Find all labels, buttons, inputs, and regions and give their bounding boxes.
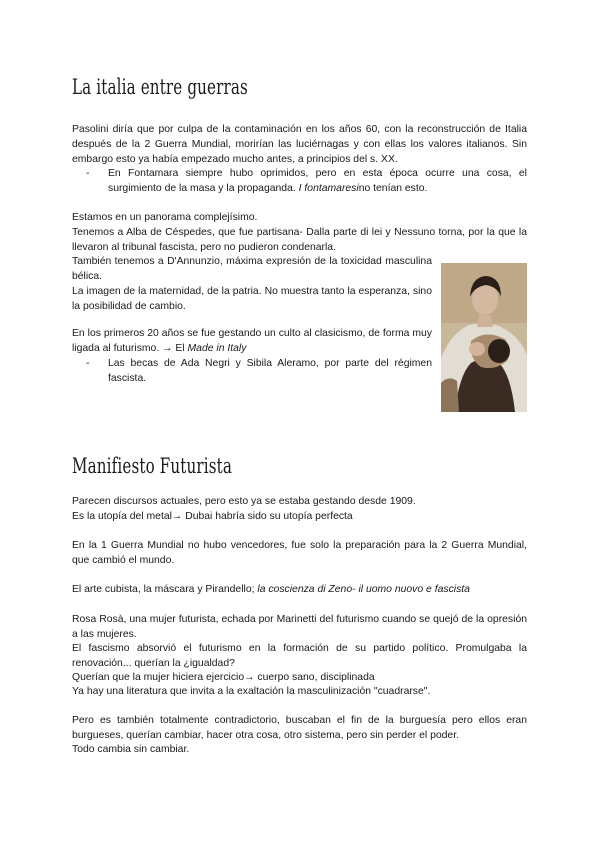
paragraph-pasolini: Pasolini diría que por culpa de la contaminación en los años 60, con la reconstrucción de Italia después de la 2 Guerra Mundial, morirían las luciérnagas y con ellas los valores italianos. Sin embargo esto ya había empezado mucho antes, a principios del s. XX. [72,124,527,165]
paragraph-todo-cambia: Todo cambia sin cambiar. [72,744,190,755]
zeno-italic-text: la coscienza di Zeno- il uomo nuovo e fascista [257,584,470,595]
made-in-italy-text: Made in Italy [187,342,247,354]
section-heading-italia: La italia entre guerras [72,75,248,99]
paragraph-clasicismo [72,327,432,357]
panorama-line: Estamos en un panorama complejísimo. [72,212,258,223]
paragraph-panorama [72,211,527,255]
paragraph-rosa-rosa: Rosa Rosà, una mujer futurista, echada por Marinetti del futurismo cuando se quejó de la opresión a las mujeres. [72,614,527,640]
bullet-becas-text: Las becas de Ada Negri y Sibila Aleramo, por parte del régimen fascista. [108,358,432,384]
paragraph-discursos [72,495,527,525]
bullet-fontamara [86,167,527,197]
bullet-dash: - [86,358,90,369]
paragraph-literatura: Ya hay una literatura que invita a la exaltación la masculinización "cuadrarse". [72,686,431,697]
bullet-fontamara-tail: no tenían esto. [358,182,428,194]
bullet-dash: - [86,168,90,179]
clasicismo-text: En los primeros 20 años se fue gestando un culto al clasicismo, de forma muy ligada al futurismo. → El [72,328,432,354]
arte-cubista-text: El arte cubista, la máscara y Pirandello; [72,584,255,595]
bullet-fontamara-italic: I fontamaresi [298,182,359,194]
paragraph-maternidad: La imagen de la maternidad, de la patria. No muestra tanto la esperanza, sino la posibilidad de cambio. [72,286,432,312]
paragraph-ejercicio: Querían que la mujer hiciera ejercicio→ cuerpo sano, disciplinada [72,672,375,683]
paragraph-dannunzio: También tenemos a D'Annunzio, máxima expresión de la toxicidad masculina bélica. [72,256,432,282]
discursos-line: Parecen discursos actuales, pero esto ya se estaba gestando desde 1909. [72,496,416,507]
paragraph-contradictorio: Pero es también totalmente contradictorio, buscaban el fin de la burguesía pero ellos eran burgueses, querían cambiar, hacer otra cosa, otro sistema, pero sin perder el poder. [72,715,527,741]
bullet-fontamara-text: En Fontamara siempre hubo oprimidos, pero en esta época ocurre una cosa, el surgimiento de la masa y la propaganda. [108,168,527,194]
alba-de-cespedes-text: Tenemos a Alba de Céspedes, que fue partisana- Dalla parte di lei y Nessuno torna, por la que la llevaron al tribunal fascista, pero no pudieron condenarla. [72,226,527,253]
paragraph-arte-cubista [72,583,527,598]
bullet-becas [86,357,432,387]
maternity-painting-image [441,263,527,412]
paragraph-fascismo: El fascismo absorvió el futurismo en la formación de su partido político. Promulgaba la renovación... querían la ¿igualdad? [72,643,527,669]
section-heading-futurista: Manifiesto Futurista [72,454,233,478]
utopia-line: Es la utopía del metal→ Dubai habría sido su utopía perfecta [72,510,353,522]
paragraph-guerra: En la 1 Guerra Mundial no hubo vencedores, fue solo la preparación para la 2 Guerra Mundial, que cambió el mundo. [72,540,527,566]
